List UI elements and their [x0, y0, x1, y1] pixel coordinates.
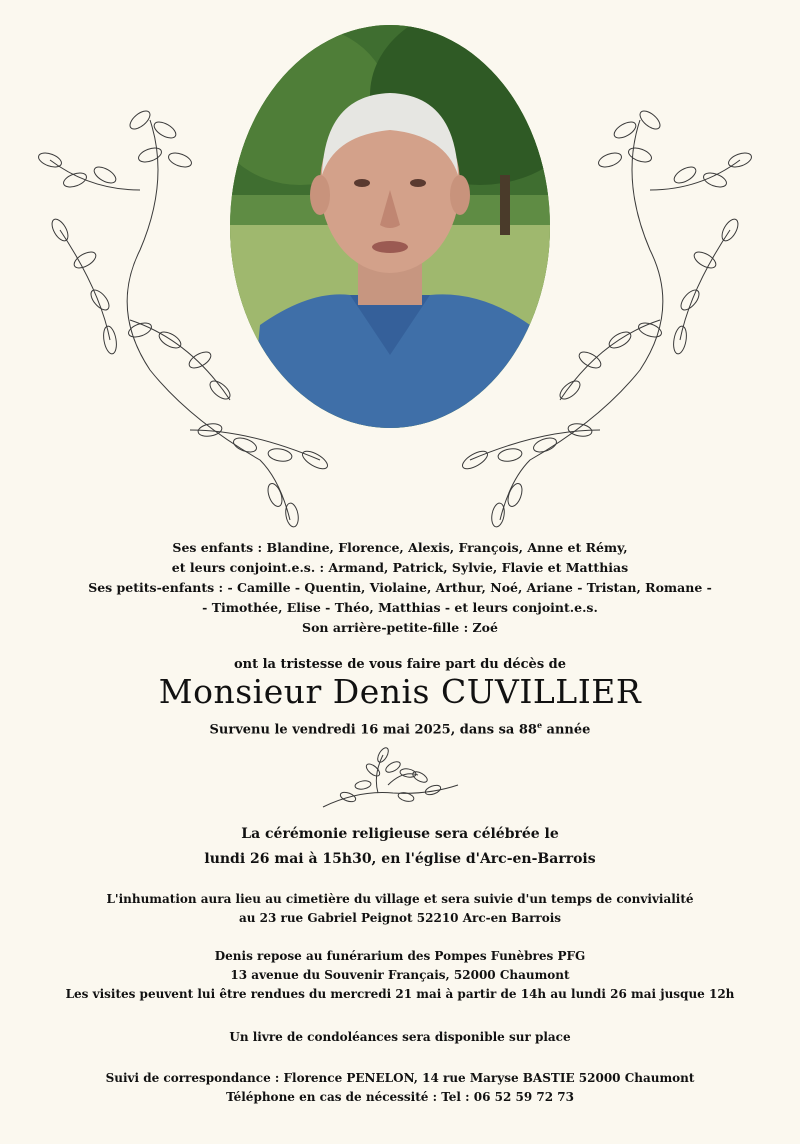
- contact-info: [0, 1069, 800, 1107]
- ceremony-line-2: lundi 26 mai à 15h30, en l'église d'Arc-en-Barrois: [204, 851, 596, 867]
- funeral-home-info: [0, 947, 800, 1004]
- contact-line-1: Suivi de correspondance : Florence PENELON, 14 rue Maryse BASTIE 52000 Chaumont: [105, 1071, 695, 1085]
- family-great-grandchild: Son arrière-petite-fille : Zoé: [302, 620, 498, 635]
- funeral-line-3: Les visites peuvent lui être rendues du mercredi 21 mai à partir de 14h au lundi 26 mai jusque 12h: [65, 987, 735, 1001]
- burial-info: [0, 890, 800, 928]
- burial-line-2: au 23 rue Gabriel Peignot 52210 Arc-en Barrois: [238, 911, 562, 925]
- floral-sprig-icon: [318, 745, 468, 819]
- death-date: [0, 720, 800, 737]
- ceremony-line-1: La cérémonie religieuse sera célébrée le: [241, 826, 559, 842]
- funeral-line-1: Denis repose au funérarium des Pompes Funèbres PFG: [214, 949, 586, 963]
- burial-line-1: L'inhumation aura lieu au cimetière du village et sera suivie d'un temps de convivialité: [106, 892, 694, 906]
- family-list: [0, 538, 800, 638]
- left-foliage-icon: [30, 100, 340, 530]
- right-foliage-icon: [450, 100, 760, 530]
- death-date-prefix: Survenu le vendredi 16 mai 2025, dans sa 88: [209, 722, 537, 738]
- death-date-superscript: e: [536, 720, 543, 730]
- family-spouses: et leurs conjoint.e.s. : Armand, Patrick, Sylvie, Flavie et Matthias: [171, 560, 629, 575]
- funeral-line-2: 13 avenue du Souvenir Français, 52000 Chaumont: [230, 968, 570, 982]
- family-grandchildren-cont: - Timothée, Elise - Théo, Matthias - et leurs conjoint.e.s.: [202, 600, 598, 615]
- condolence-register: Un livre de condoléances sera disponible sur place: [229, 1030, 571, 1044]
- family-children: Ses enfants : Blandine, Florence, Alexis, François, Anne et Rémy,: [172, 540, 628, 555]
- contact-line-2: Téléphone en cas de nécessité : Tel : 06 52 59 72 73: [226, 1090, 574, 1104]
- announcement-text: ont la tristesse de vous faire part du décès de: [233, 657, 567, 672]
- ceremony-info: [0, 822, 800, 872]
- death-date-suffix: année: [542, 722, 591, 738]
- deceased-name: Monsieur Denis CUVILLIER: [158, 672, 642, 711]
- family-grandchildren: Ses petits-enfants : - Camille - Quentin, Violaine, Arthur, Noé, Ariane - Tristan, Romane -: [88, 580, 712, 595]
